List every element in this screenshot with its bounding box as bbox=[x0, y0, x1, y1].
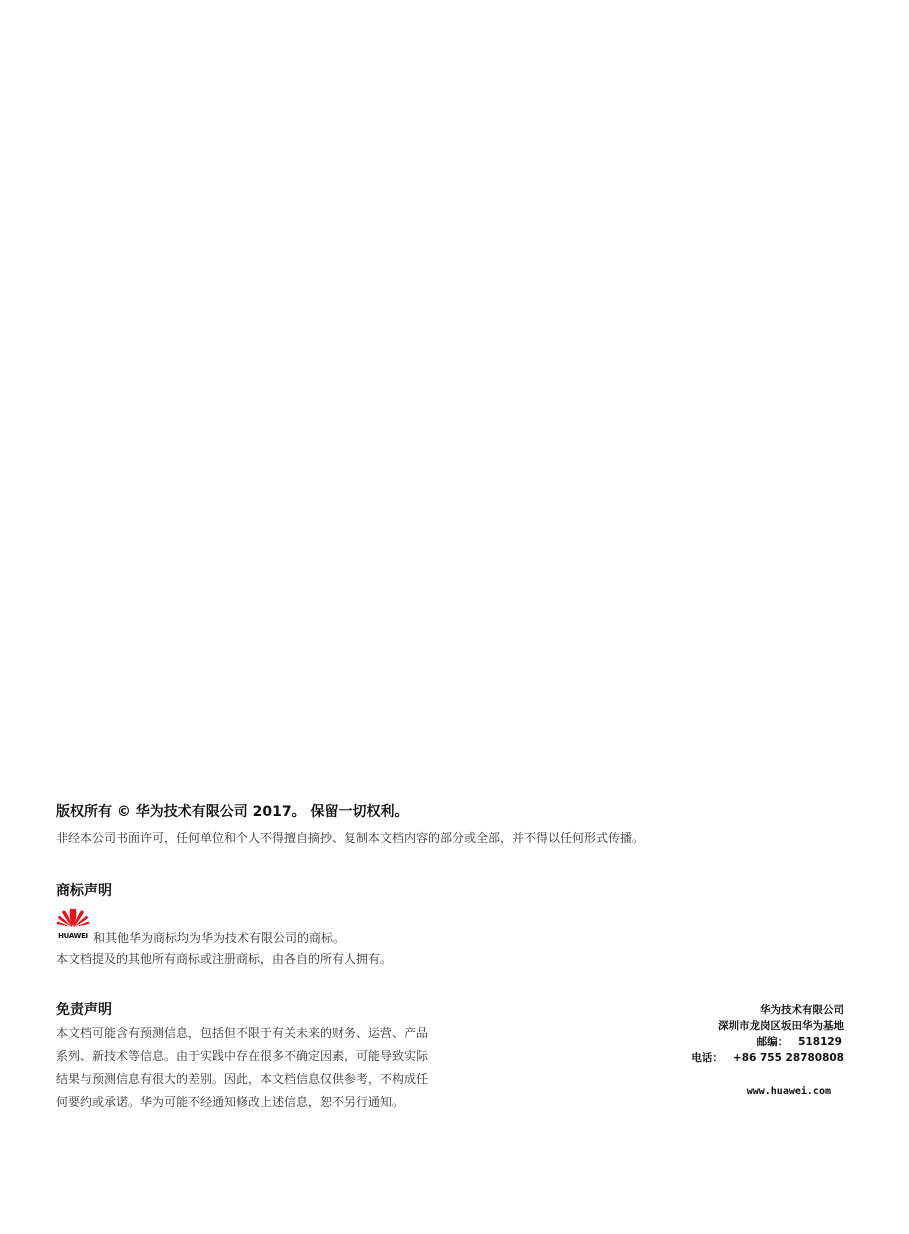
disclaimer-line: 结果与预测信息有很大的差别。因此，本文档信息仅供参考，不构成任 bbox=[56, 1072, 429, 1086]
copyright-heading: 版权所有 © 华为技术有限公司 2017。 保留一切权利。 bbox=[56, 804, 409, 820]
trademark-heading: 商标声明 bbox=[56, 883, 112, 899]
huawei-logo bbox=[55, 906, 91, 940]
other-trademarks-statement: 本文档提及的其他所有商标或注册商标，由各自的所有人拥有。 bbox=[56, 952, 393, 966]
disclaimer-text bbox=[56, 1022, 496, 1114]
trademark-statement: 和其他华为商标均为华为技术有限公司的商标。 bbox=[93, 931, 346, 945]
phone-label: 电话： bbox=[691, 1052, 723, 1064]
website-link[interactable]: www.huawei.com bbox=[746, 1086, 831, 1097]
disclaimer-heading: 免责声明 bbox=[56, 1002, 112, 1018]
huawei-logo-text: HUAWEI bbox=[58, 932, 88, 940]
disclaimer-line: 系列、新技术等信息。由于实践中存在很多不确定因素，可能导致实际 bbox=[56, 1049, 429, 1063]
postcode-label: 邮编： bbox=[756, 1036, 789, 1048]
postcode-value: 518129 bbox=[798, 1036, 842, 1048]
contact-company: 华为技术有限公司 bbox=[760, 1004, 844, 1016]
disclaimer-line: 何要约或承诺。华为可能不经通知修改上述信息，恕不另行通知。 bbox=[56, 1095, 405, 1109]
phone-value: +86 755 28780808 bbox=[732, 1052, 844, 1064]
disclaimer-line: 本文档可能含有预测信息，包括但不限于有关未来的财务、运营、产品 bbox=[56, 1026, 429, 1040]
contact-address: 深圳市龙岗区坂田华为基地 bbox=[718, 1020, 844, 1032]
copyright-text: 非经本公司书面许可，任何单位和个人不得擅自摘抄、复制本文档内容的部分或全部，并不得以任何形式传播。 bbox=[56, 831, 645, 845]
contact-postcode bbox=[757, 1034, 842, 1049]
contact-phone bbox=[691, 1050, 844, 1065]
